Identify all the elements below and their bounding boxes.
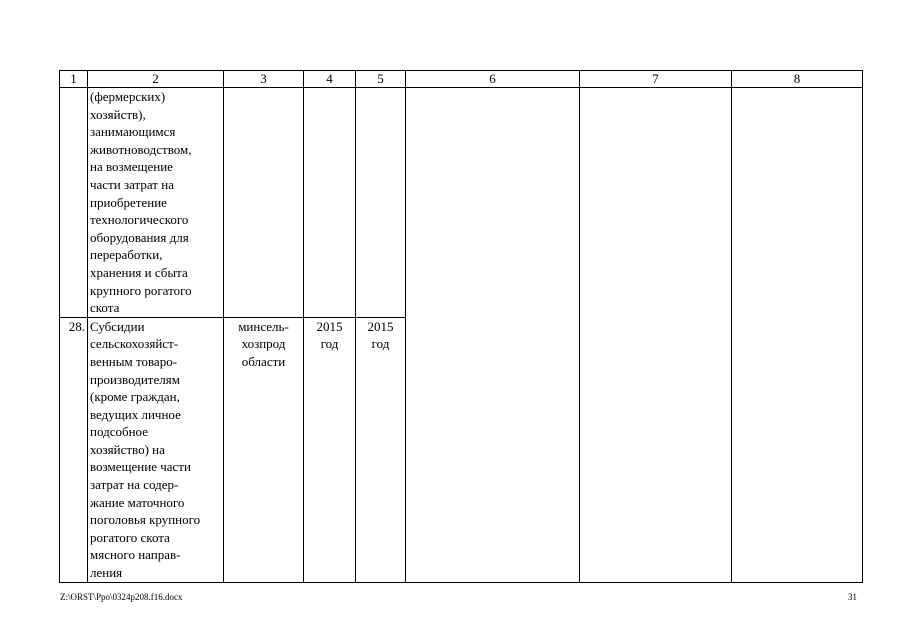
measure-name-line: мясного направ- bbox=[90, 547, 181, 563]
measure-name-line: скота bbox=[90, 300, 120, 316]
measure-name-line: хранения и сбыта bbox=[90, 264, 188, 280]
measure-name-line: подсобное bbox=[90, 424, 148, 440]
column-6-cell bbox=[406, 88, 580, 583]
row-number-cell: 28. bbox=[60, 317, 88, 582]
executor-line: минсель- bbox=[238, 318, 289, 334]
measure-name-line: переработки, bbox=[90, 247, 163, 263]
measure-name-line: затрат на содер- bbox=[90, 477, 179, 493]
column-header-7: 7 bbox=[580, 71, 732, 88]
footer-page-number: 31 bbox=[848, 592, 857, 602]
column-header-1: 1 bbox=[60, 71, 88, 88]
measure-name-line: на возмещение bbox=[90, 159, 173, 175]
measure-name-line: приобретение bbox=[90, 194, 167, 210]
executor-line: хозпрод bbox=[241, 336, 286, 352]
measure-name-line: сельскохозяйст- bbox=[90, 336, 179, 352]
measure-name-line: части затрат на bbox=[90, 176, 174, 192]
measure-name-line: производителям bbox=[90, 371, 180, 387]
table-row-continued bbox=[60, 88, 863, 318]
measure-name-line: Субсидии bbox=[90, 318, 145, 334]
measure-name-line: животноводством, bbox=[90, 141, 192, 157]
measure-name-line: жание маточного bbox=[90, 494, 185, 510]
row-number-cell bbox=[60, 88, 88, 318]
measure-name-line: крупного рогатого bbox=[90, 282, 192, 298]
measure-name-line: возмещение части bbox=[90, 459, 191, 475]
column-number-header-row bbox=[60, 71, 863, 88]
end-date-cell bbox=[356, 88, 406, 318]
executor-line: области bbox=[241, 353, 286, 369]
column-header-6: 6 bbox=[406, 71, 580, 88]
end-unit-line: год bbox=[371, 336, 390, 352]
measure-name-line: поголовья крупного bbox=[90, 512, 201, 528]
start-date-cell bbox=[304, 88, 356, 318]
start-year-line: 2015 bbox=[316, 318, 343, 334]
column-7-cell bbox=[580, 88, 732, 583]
measure-name-line: хозяйство) на bbox=[90, 441, 165, 457]
measure-name-line: венным товаро- bbox=[90, 353, 178, 369]
end-year-line: 2015 bbox=[367, 318, 394, 334]
measure-name-line: (кроме граждан, bbox=[90, 389, 180, 405]
column-8-cell bbox=[732, 88, 863, 583]
measure-name-line: (фермерских) bbox=[90, 89, 166, 104]
column-header-2: 2 bbox=[88, 71, 224, 88]
end-date-cell bbox=[356, 317, 406, 582]
measure-name-cell bbox=[88, 88, 224, 318]
measure-name-line: рогатого скота bbox=[90, 529, 170, 545]
column-header-4: 4 bbox=[304, 71, 356, 88]
measure-name-cell bbox=[88, 317, 224, 582]
executor-cell bbox=[224, 88, 304, 318]
measure-name-line: оборудования для bbox=[90, 229, 189, 245]
executor-cell bbox=[224, 317, 304, 582]
measure-name-line: хозяйств), bbox=[90, 106, 146, 122]
measure-name-line: занимающимся bbox=[90, 124, 176, 140]
start-date-cell bbox=[304, 317, 356, 582]
column-header-5: 5 bbox=[356, 71, 406, 88]
column-header-8: 8 bbox=[732, 71, 863, 88]
measure-name-line: ведущих личное bbox=[90, 406, 181, 422]
measure-name-line: ления bbox=[90, 565, 123, 581]
column-header-3: 3 bbox=[224, 71, 304, 88]
footer-file-path: Z:\ORST\Ppo\0324p208.f16.docx bbox=[60, 592, 183, 602]
start-unit-line: год bbox=[320, 336, 339, 352]
program-measures-table bbox=[59, 70, 863, 583]
measure-name-line: технологического bbox=[90, 212, 189, 228]
